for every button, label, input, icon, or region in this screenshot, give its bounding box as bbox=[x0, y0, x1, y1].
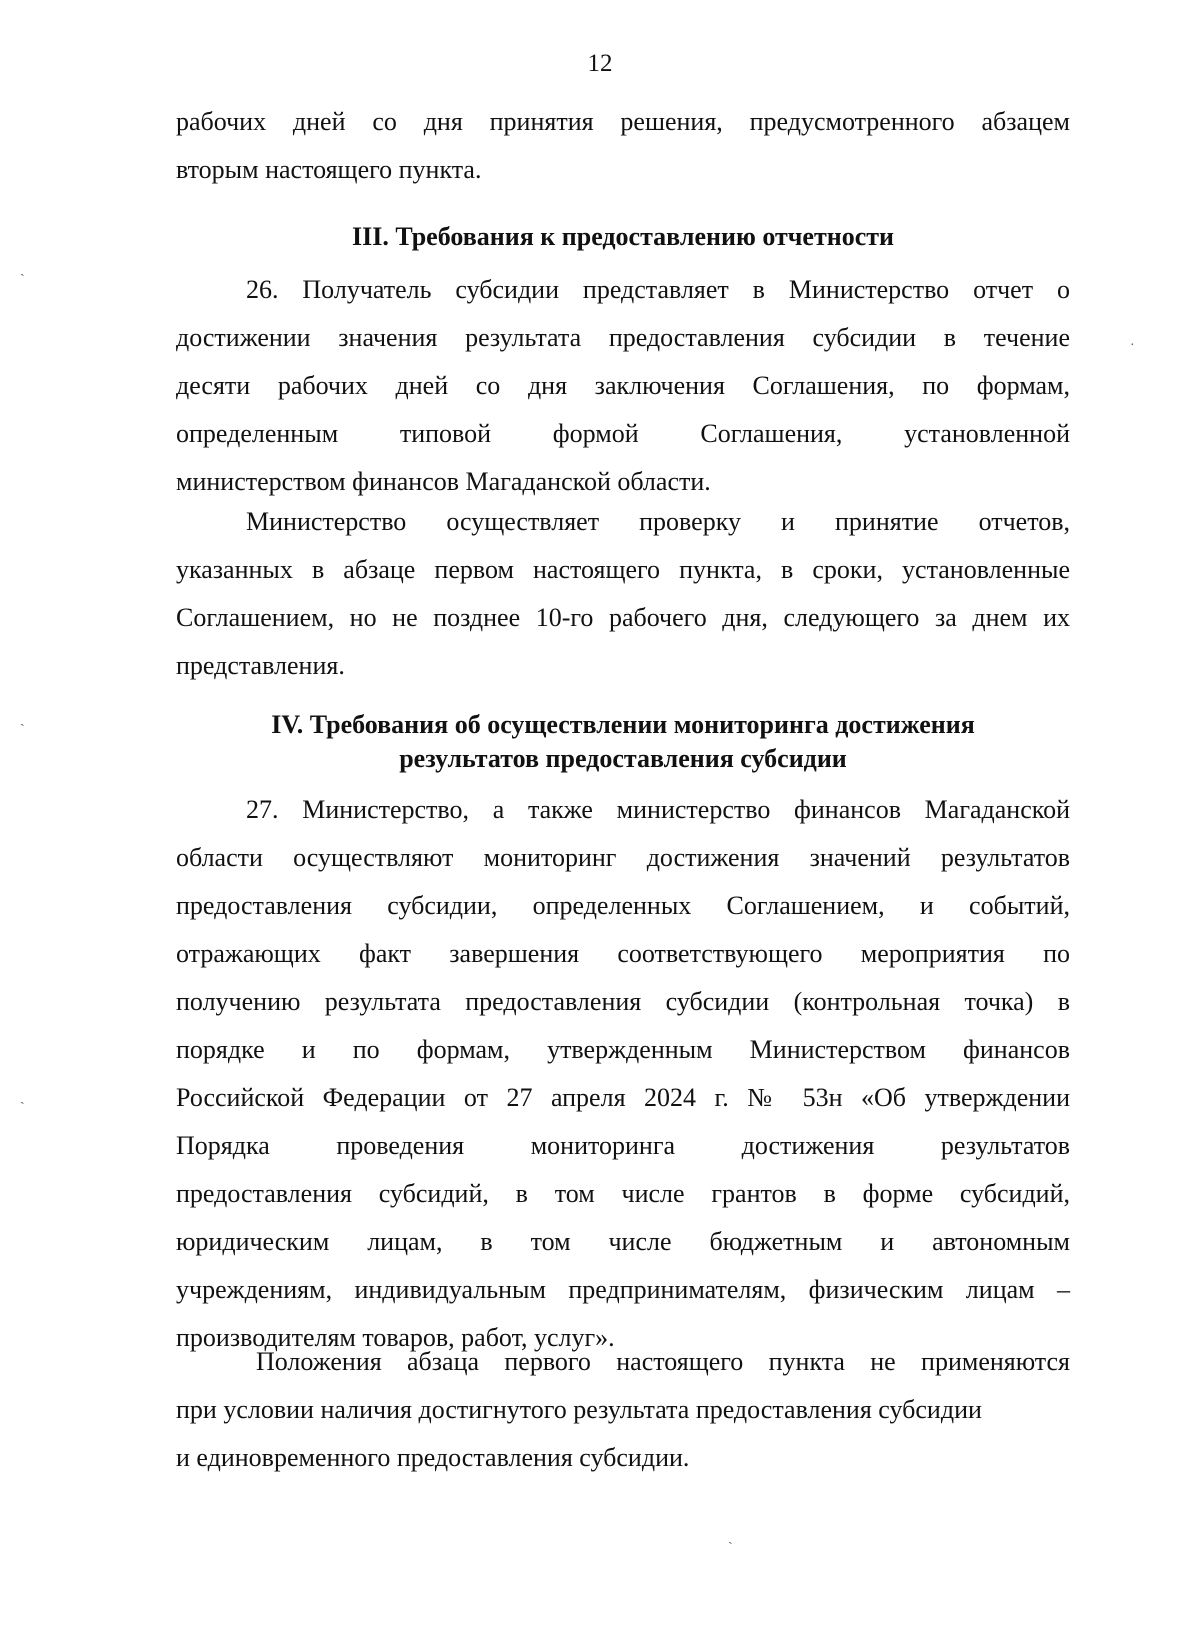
paragraph-26 bbox=[176, 266, 1070, 506]
text-line: достижении значения результата предоставления субсидии в течение bbox=[176, 323, 1070, 352]
section-heading bbox=[176, 708, 1070, 776]
heading-line: III. Требования к предоставлению отчетности bbox=[351, 222, 894, 251]
text-line: Соглашением, но не позднее 10-го рабочего дня, следующего за днем их bbox=[176, 603, 1070, 632]
text-line: получению результата предоставления субсидии (контрольная точка) в bbox=[176, 987, 1070, 1016]
paragraph-continuation bbox=[176, 98, 1070, 194]
paragraph-26-second bbox=[176, 498, 1070, 690]
heading-line: IV. Требования об осуществлении мониторинга достижения bbox=[271, 710, 975, 739]
text-line: и единовременного предоставления субсидии. bbox=[176, 1443, 690, 1472]
text-line: Министерство осуществляет проверку и принятие отчетов, bbox=[246, 507, 1070, 536]
text-line: предоставления субсидии, определенных Соглашением, и событий, bbox=[176, 891, 1070, 920]
scan-speck: ˏ bbox=[728, 1530, 733, 1545]
text-line: рабочих дней со дня принятия решения, предусмотренного абзацем bbox=[176, 107, 1070, 136]
text-line: при условии наличия достигнутого результата предоставления субсидии bbox=[176, 1395, 982, 1424]
section-heading bbox=[176, 220, 1070, 254]
text-line: министерством финансов Магаданской области. bbox=[176, 467, 711, 496]
text-line: порядке и по формам, утвержденным Министерством финансов bbox=[176, 1035, 1070, 1064]
text-line: производителям товаров, работ, услуг». bbox=[176, 1323, 615, 1352]
paragraph-27-second bbox=[176, 1338, 1070, 1482]
text-line: десяти рабочих дней со дня заключения Соглашения, по формам, bbox=[176, 371, 1070, 400]
scan-speck: ˏ bbox=[20, 712, 25, 727]
heading-line: результатов предоставления субсидии bbox=[399, 744, 847, 773]
text-line: вторым настоящего пункта. bbox=[176, 155, 482, 184]
text-line: 27. Министерство, а также министерство финансов Магаданской bbox=[246, 795, 1070, 824]
paragraph-27 bbox=[176, 786, 1070, 1362]
text-line: представления. bbox=[176, 651, 345, 680]
text-line: предоставления субсидий, в том числе грантов в форме субсидий, bbox=[176, 1179, 1070, 1208]
text-line: определенным типовой формой Соглашения, установленной bbox=[176, 419, 1070, 448]
page-number: 12 bbox=[587, 50, 613, 77]
text-line: области осуществляют мониторинг достижения значений результатов bbox=[176, 843, 1070, 872]
text-line: Положения абзаца первого настоящего пункта не применяются bbox=[256, 1347, 1070, 1376]
text-line: юридическим лицам, в том числе бюджетным и автономным bbox=[176, 1227, 1070, 1256]
scan-speck: · bbox=[1130, 338, 1135, 353]
text-line: указанных в абзаце первом настоящего пункта, в сроки, установленные bbox=[176, 555, 1070, 584]
scan-speck: ˏ bbox=[20, 262, 25, 277]
scan-speck: ˏ bbox=[20, 1090, 25, 1105]
text-line: Порядка проведения мониторинга достижения результатов bbox=[176, 1131, 1070, 1160]
text-line: учреждениям, индивидуальным предпринимателям, физическим лицам – bbox=[176, 1275, 1070, 1304]
text-line: отражающих факт завершения соответствующего мероприятия по bbox=[176, 939, 1070, 968]
text-line: 26. Получатель субсидии представляет в Министерство отчет о bbox=[246, 275, 1070, 304]
text-line: Российской Федерации от 27 апреля 2024 г. № 53н «Об утверждении bbox=[176, 1083, 1070, 1112]
